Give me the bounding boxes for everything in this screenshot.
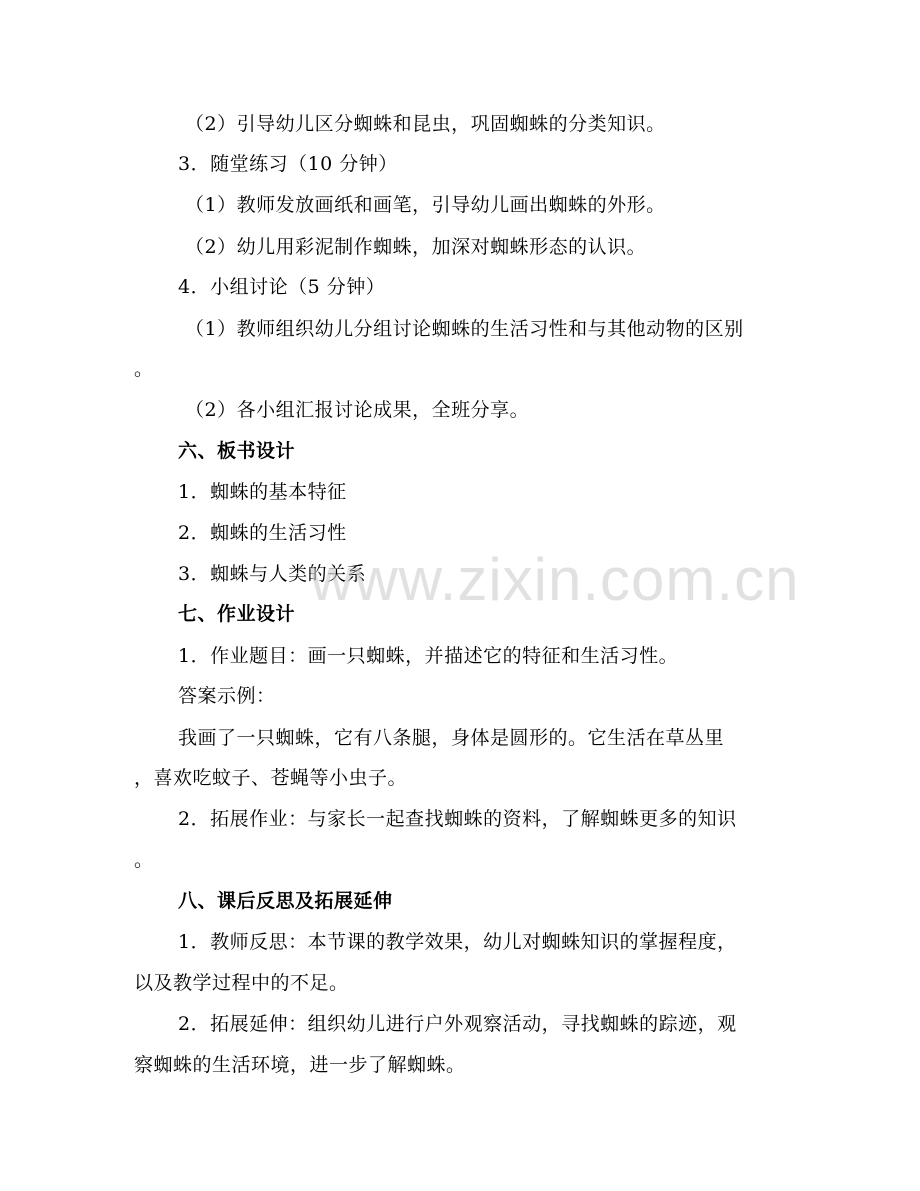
text-line: 3．蜘蛛与人类的关系	[178, 563, 367, 585]
text-line: 3．随堂练习（10 分钟）	[178, 153, 398, 175]
text-line: 我画了一只蜘蛛，它有八条腿，身体是圆形的。它生活在草丛里	[178, 727, 725, 749]
text-line: （1）教师发放画纸和画笔，引导幼儿画出蜘蛛的外形。	[185, 194, 666, 216]
text-line: 1．作业题目：画一只蜘蛛，并描述它的特征和生活习性。	[178, 645, 679, 667]
text-line: 2．拓展作业：与家长一起查找蜘蛛的资料，了解蜘蛛更多的知识	[178, 808, 737, 830]
section-heading: 六、板书设计	[178, 440, 296, 462]
text-line: 察蜘蛛的生活环境，进一步了解蜘蛛。	[134, 1054, 466, 1076]
text-line: （2）各小组汇报讨论成果，全班分享。	[185, 399, 530, 421]
text-line: （2）幼儿用彩泥制作蜘蛛，加深对蜘蛛形态的认识。	[185, 236, 647, 258]
text-line: 4．小组讨论（5 分钟）	[178, 276, 386, 298]
text-line: 1．蜘蛛的基本特征	[178, 481, 347, 503]
text-line: 2．拓展延伸：组织幼儿进行户外观察活动，寻找蜘蛛的踪迹，观	[178, 1013, 737, 1035]
watermark: www.zixin.com.cn	[310, 546, 800, 613]
text-line: ，喜欢吃蚊子、苍蝇等小虫子。	[134, 767, 408, 789]
text-line: 答案示例：	[178, 685, 276, 707]
text-line: （2）引导幼儿区分蜘蛛和昆虫，巩固蜘蛛的分类知识。	[185, 113, 666, 135]
text-line: 。	[134, 849, 154, 871]
text-line: 。	[134, 358, 154, 380]
text-line: 以及教学过程中的不足。	[134, 972, 349, 994]
section-heading: 八、课后反思及拓展延伸	[178, 890, 393, 912]
text-line: 1．教师反思：本节课的教学效果，幼儿对蜘蛛知识的掌握程度，	[178, 931, 737, 953]
text-line: （1）教师组织幼儿分组讨论蜘蛛的生活习性和与其他动物的区别	[185, 318, 744, 340]
section-heading: 七、作业设计	[178, 603, 296, 625]
text-line: 2．蜘蛛的生活习性	[178, 522, 347, 544]
